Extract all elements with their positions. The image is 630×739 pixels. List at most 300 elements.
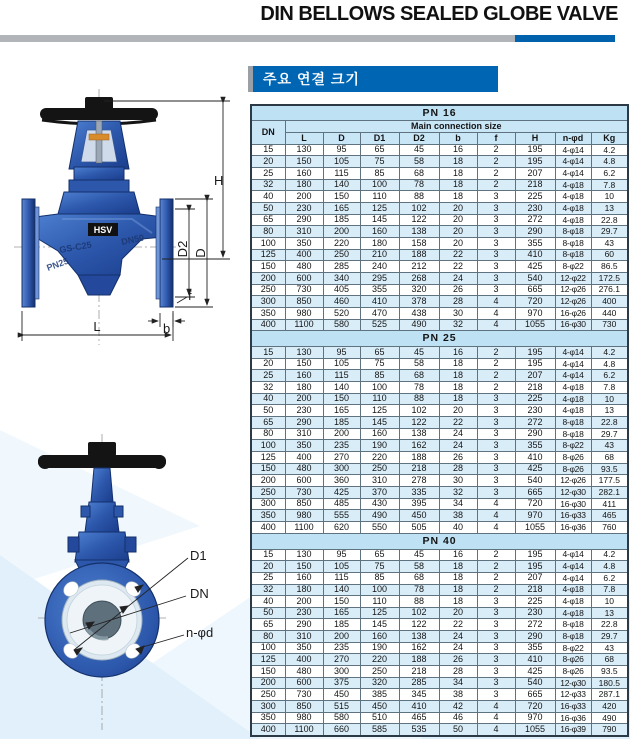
table-row [251, 307, 628, 319]
table-cell: 58 [399, 156, 439, 168]
table-row [251, 226, 628, 238]
table-cell: 145 [360, 214, 399, 226]
table-cell: 730 [285, 487, 323, 499]
valve-front-view-drawing [2, 430, 250, 738]
table-cell: 8-φ18 [555, 619, 591, 631]
handwheel [38, 442, 166, 469]
table-row [251, 607, 628, 619]
table-cell: 130 [285, 347, 323, 359]
table-cell: 270 [323, 452, 360, 464]
table-cell: 980 [285, 712, 323, 724]
column-header: D1 [360, 133, 399, 145]
table-row [251, 619, 628, 631]
table-cell: 3 [477, 631, 515, 643]
table-cell: 42 [439, 701, 477, 713]
table-cell: 130 [285, 144, 323, 156]
table-cell: 220 [323, 237, 360, 249]
table-cell: 150 [251, 666, 285, 678]
table-row [251, 284, 628, 296]
table-cell: 460 [323, 296, 360, 308]
table-cell: 220 [360, 654, 399, 666]
table-cell: 13 [591, 203, 628, 215]
table-cell: 1055 [515, 319, 555, 331]
table-cell: 12-φ26 [555, 296, 591, 308]
table-cell: 290 [515, 428, 555, 440]
dim-label-n-phi-d: n-φd [186, 625, 214, 640]
table-cell: 138 [399, 226, 439, 238]
table-cell: 2 [477, 561, 515, 573]
column-header: D [323, 133, 360, 145]
table-cell: 115 [323, 168, 360, 180]
table-cell: 18 [439, 370, 477, 382]
table-cell: 160 [285, 370, 323, 382]
table-cell: 250 [251, 689, 285, 701]
table-cell: 100 [360, 382, 399, 394]
table-row [251, 168, 628, 180]
table-cell: 7.8 [591, 179, 628, 191]
table-cell: 505 [399, 521, 439, 533]
table-cell: 95 [323, 144, 360, 156]
table-cell: 200 [323, 428, 360, 440]
table-cell: 65 [360, 549, 399, 561]
table-row [251, 382, 628, 394]
table-cell: 12-φ26 [555, 475, 591, 487]
table-cell: 115 [323, 370, 360, 382]
table-row [251, 724, 628, 736]
table-row [251, 584, 628, 596]
table-cell: 550 [360, 521, 399, 533]
table-cell: 180 [285, 179, 323, 191]
table-cell: 2 [477, 168, 515, 180]
table-cell: 16-φ36 [555, 712, 591, 724]
table-row [251, 156, 628, 168]
table-cell: 850 [285, 701, 323, 713]
table-cell: 400 [285, 452, 323, 464]
table-cell: 102 [399, 405, 439, 417]
flange-face [45, 563, 159, 677]
column-header: n-φd [555, 133, 591, 145]
table-cell: 7.8 [591, 382, 628, 394]
table-cell: 95 [323, 549, 360, 561]
table-cell: 16-φ30 [555, 319, 591, 331]
table-cell: 12-φ33 [555, 689, 591, 701]
table-cell: 18 [439, 358, 477, 370]
table-row [251, 463, 628, 475]
table-cell: 30 [439, 307, 477, 319]
dim-label-b: b [163, 321, 171, 336]
table-cell: 125 [360, 607, 399, 619]
table-cell: 24 [439, 272, 477, 284]
table-cell: 125 [360, 405, 399, 417]
table-cell: 4-φ14 [555, 549, 591, 561]
table-cell: 16-φ36 [555, 521, 591, 533]
table-cell: 3 [477, 237, 515, 249]
table-cell: 32 [439, 319, 477, 331]
table-cell: 4 [477, 319, 515, 331]
valve-body [22, 199, 173, 307]
table-row [251, 689, 628, 701]
table-cell: 665 [515, 284, 555, 296]
table-cell: 20 [251, 156, 285, 168]
table-cell: 50 [439, 724, 477, 736]
table-cell: 28 [439, 463, 477, 475]
table-row [251, 428, 628, 440]
table-cell: 411 [591, 498, 628, 510]
table-cell: 200 [323, 631, 360, 643]
table-cell: 75 [360, 358, 399, 370]
table-cell: 88 [399, 393, 439, 405]
table-cell: 850 [285, 296, 323, 308]
table-cell: 185 [323, 417, 360, 429]
table-cell: 75 [360, 156, 399, 168]
table-cell: 335 [399, 487, 439, 499]
table-cell: 4.2 [591, 549, 628, 561]
table-cell: 15 [251, 144, 285, 156]
table-cell: 4-φ18 [555, 382, 591, 394]
table-cell: 4 [477, 307, 515, 319]
table-cell: 150 [285, 561, 323, 573]
table-cell: 450 [323, 689, 360, 701]
table-cell: 165 [323, 405, 360, 417]
table-row [251, 203, 628, 215]
table-cell: 400 [251, 724, 285, 736]
table-cell: 4-φ14 [555, 572, 591, 584]
table-header-row [251, 121, 628, 133]
table-cell: 555 [323, 510, 360, 522]
table-cell: 410 [515, 249, 555, 261]
table-cell: 3 [477, 214, 515, 226]
table-cell: 85 [360, 370, 399, 382]
table-cell: 230 [285, 203, 323, 215]
table-cell: 40 [439, 521, 477, 533]
table-cell: 440 [591, 307, 628, 319]
table-cell: 38 [439, 689, 477, 701]
table-cell: 410 [515, 452, 555, 464]
table-cell: 6.2 [591, 572, 628, 584]
table-cell: 115 [323, 572, 360, 584]
table-cell: 150 [323, 596, 360, 608]
table-row [251, 237, 628, 249]
table-cell: 125 [251, 249, 285, 261]
table-cell: 15 [251, 347, 285, 359]
table-cell: 200 [323, 226, 360, 238]
table-cell: 28 [439, 296, 477, 308]
table-cell: 40 [251, 596, 285, 608]
table-cell: 225 [515, 393, 555, 405]
table-cell: 18 [439, 393, 477, 405]
table-cell: 20 [439, 226, 477, 238]
table-cell: 4.2 [591, 347, 628, 359]
table-cell: 270 [323, 654, 360, 666]
table-cell: 32 [439, 487, 477, 499]
table-cell: 200 [251, 677, 285, 689]
table-cell: 4 [477, 510, 515, 522]
table-cell: 510 [360, 712, 399, 724]
table-cell: 720 [515, 498, 555, 510]
table-cell: 200 [285, 393, 323, 405]
table-cell: 2 [477, 144, 515, 156]
table-cell: 480 [285, 463, 323, 475]
table-row [251, 417, 628, 429]
table-cell: 18 [439, 168, 477, 180]
table-cell: 100 [251, 440, 285, 452]
table-row [251, 642, 628, 654]
table-row [251, 596, 628, 608]
table-cell: 3 [477, 677, 515, 689]
table-cell: 65 [360, 144, 399, 156]
table-cell: 4-φ18 [555, 393, 591, 405]
table-cell: 12-φ26 [555, 284, 591, 296]
connection-size-table-wrap [250, 104, 628, 738]
table-cell: 88 [399, 191, 439, 203]
table-row [251, 521, 628, 533]
table-cell: 10 [591, 393, 628, 405]
table-cell: 278 [399, 475, 439, 487]
table-cell: 22.8 [591, 214, 628, 226]
table-cell: 30 [439, 475, 477, 487]
column-header: L [285, 133, 323, 145]
table-cell: 430 [360, 498, 399, 510]
table-cell: 8-φ22 [555, 261, 591, 273]
table-cell: 225 [515, 596, 555, 608]
table-cell: 8-φ26 [555, 654, 591, 666]
table-cell: 230 [515, 405, 555, 417]
table-cell: 425 [515, 261, 555, 273]
table-cell: 268 [399, 272, 439, 284]
table-cell: 540 [515, 272, 555, 284]
table-cell: 400 [285, 654, 323, 666]
table-cell: 8-φ18 [555, 226, 591, 238]
table-cell: 24 [439, 440, 477, 452]
table-cell: 320 [399, 284, 439, 296]
table-cell: 480 [285, 261, 323, 273]
table-row [251, 358, 628, 370]
table-cell: 10 [591, 596, 628, 608]
table-cell: 150 [285, 156, 323, 168]
table-cell: 3 [477, 405, 515, 417]
header-rule-blue [515, 35, 615, 42]
dim-label-H: H [214, 173, 224, 188]
table-cell: 285 [399, 677, 439, 689]
table-cell: 20 [439, 214, 477, 226]
header-rule-gray [0, 35, 515, 42]
table-subheader-row [251, 133, 628, 145]
table-cell: 272 [515, 619, 555, 631]
table-cell: 450 [399, 510, 439, 522]
table-cell: 3 [477, 452, 515, 464]
table-cell: 172.5 [591, 272, 628, 284]
table-cell: 165 [323, 203, 360, 215]
table-cell: 24 [439, 631, 477, 643]
table-cell: 22.8 [591, 417, 628, 429]
table-cell: 230 [285, 607, 323, 619]
table-cell: 46 [439, 712, 477, 724]
table-cell: 1100 [285, 724, 323, 736]
table-cell: 4 [477, 701, 515, 713]
table-cell: 485 [323, 498, 360, 510]
table-cell: 400 [285, 249, 323, 261]
table-cell: 230 [285, 405, 323, 417]
table-cell: 970 [515, 712, 555, 724]
pn-section-label: PN 25 [251, 331, 628, 347]
table-cell: 26 [439, 654, 477, 666]
table-cell: 4-φ18 [555, 405, 591, 417]
table-cell: 140 [323, 382, 360, 394]
table-cell: 188 [399, 654, 439, 666]
table-cell: 580 [323, 319, 360, 331]
table-cell: 150 [251, 463, 285, 475]
table-cell: 210 [360, 249, 399, 261]
table-cell: 180.5 [591, 677, 628, 689]
table-cell: 400 [251, 521, 285, 533]
column-header: H [515, 133, 555, 145]
table-cell: 145 [360, 619, 399, 631]
table-cell: 160 [360, 631, 399, 643]
table-cell: 250 [360, 463, 399, 475]
table-cell: 1100 [285, 521, 323, 533]
table-cell: 220 [360, 452, 399, 464]
table-cell: 3 [477, 596, 515, 608]
table-cell: 6.2 [591, 168, 628, 180]
table-cell: 22 [439, 261, 477, 273]
table-cell: 300 [323, 463, 360, 475]
table-cell: 16-φ33 [555, 510, 591, 522]
table-row [251, 296, 628, 308]
table-cell: 40 [251, 393, 285, 405]
table-cell: 2 [477, 358, 515, 370]
table-row [251, 405, 628, 417]
table-cell: 520 [323, 307, 360, 319]
table-cell: 50 [251, 203, 285, 215]
table-cell: 790 [591, 724, 628, 736]
valve-bonnet [68, 468, 136, 576]
table-cell: 218 [399, 463, 439, 475]
table-cell: 188 [399, 452, 439, 464]
table-cell: 3 [477, 417, 515, 429]
table-cell: 20 [439, 607, 477, 619]
table-cell: 26 [439, 452, 477, 464]
table-cell: 78 [399, 179, 439, 191]
table-cell: 122 [399, 619, 439, 631]
table-row [251, 549, 628, 561]
table-cell: 345 [399, 689, 439, 701]
table-cell: 340 [323, 272, 360, 284]
table-cell: 970 [515, 307, 555, 319]
table-cell: 300 [251, 498, 285, 510]
table-cell: 150 [251, 261, 285, 273]
table-cell: 138 [399, 631, 439, 643]
table-cell: 29.7 [591, 428, 628, 440]
table-cell: 450 [360, 701, 399, 713]
table-cell: 2 [477, 347, 515, 359]
table-cell: 12-φ30 [555, 487, 591, 499]
table-cell: 2 [477, 179, 515, 191]
table-cell: 490 [591, 712, 628, 724]
table-cell: 600 [285, 677, 323, 689]
table-cell: 425 [515, 463, 555, 475]
table-cell: 730 [285, 689, 323, 701]
table-cell: 88 [399, 596, 439, 608]
table-cell: 290 [285, 619, 323, 631]
table-cell: 480 [285, 666, 323, 678]
table-cell: 177.5 [591, 475, 628, 487]
table-cell: 4-φ14 [555, 370, 591, 382]
table-cell: 65 [251, 417, 285, 429]
table-cell: 68 [591, 654, 628, 666]
table-cell: 535 [399, 724, 439, 736]
pn-section-header-row [251, 331, 628, 347]
table-cell: 18 [439, 179, 477, 191]
table-cell: 250 [251, 487, 285, 499]
table-cell: 3 [477, 689, 515, 701]
table-cell: 470 [360, 307, 399, 319]
table-cell: 110 [360, 191, 399, 203]
table-cell: 4 [477, 712, 515, 724]
table-cell: 29.7 [591, 631, 628, 643]
table-cell: 25 [251, 572, 285, 584]
table-cell: 60 [591, 249, 628, 261]
table-cell: 100 [360, 584, 399, 596]
table-row [251, 272, 628, 284]
table-row [251, 179, 628, 191]
table-cell: 350 [251, 712, 285, 724]
table-cell: 4.8 [591, 358, 628, 370]
table-cell: 185 [323, 619, 360, 631]
table-cell: 980 [285, 307, 323, 319]
table-cell: 3 [477, 226, 515, 238]
table-cell: 16-φ39 [555, 724, 591, 736]
table-cell: 80 [251, 428, 285, 440]
table-cell: 188 [399, 249, 439, 261]
table-cell: 2 [477, 382, 515, 394]
table-cell: 355 [515, 237, 555, 249]
table-cell: 150 [285, 358, 323, 370]
table-cell: 43 [591, 237, 628, 249]
table-cell: 425 [323, 487, 360, 499]
table-cell: 290 [285, 214, 323, 226]
table-cell: 4-φ14 [555, 347, 591, 359]
table-cell: 25 [251, 370, 285, 382]
table-cell: 400 [591, 296, 628, 308]
table-cell: 8-φ26 [555, 452, 591, 464]
table-cell: 218 [515, 179, 555, 191]
table-cell: 395 [399, 498, 439, 510]
table-cell: 6.2 [591, 370, 628, 382]
table-cell: 8-φ26 [555, 666, 591, 678]
table-cell: 207 [515, 370, 555, 382]
table-cell: 8-φ18 [555, 417, 591, 429]
table-cell: 230 [515, 607, 555, 619]
table-cell: 235 [323, 440, 360, 452]
table-cell: 8-φ22 [555, 642, 591, 654]
column-header: b [439, 133, 477, 145]
table-cell: 85 [360, 168, 399, 180]
table-cell: 20 [439, 405, 477, 417]
table-cell: 410 [360, 296, 399, 308]
table-cell: 207 [515, 572, 555, 584]
table-cell: 140 [323, 179, 360, 191]
table-cell: 490 [399, 319, 439, 331]
table-cell: 3 [477, 607, 515, 619]
table-cell: 250 [323, 249, 360, 261]
table-cell: 100 [360, 179, 399, 191]
table-cell: 65 [251, 214, 285, 226]
table-cell: 100 [251, 237, 285, 249]
table-cell: 34 [439, 498, 477, 510]
table-cell: 145 [360, 417, 399, 429]
table-cell: 665 [515, 689, 555, 701]
table-cell: 2 [477, 572, 515, 584]
